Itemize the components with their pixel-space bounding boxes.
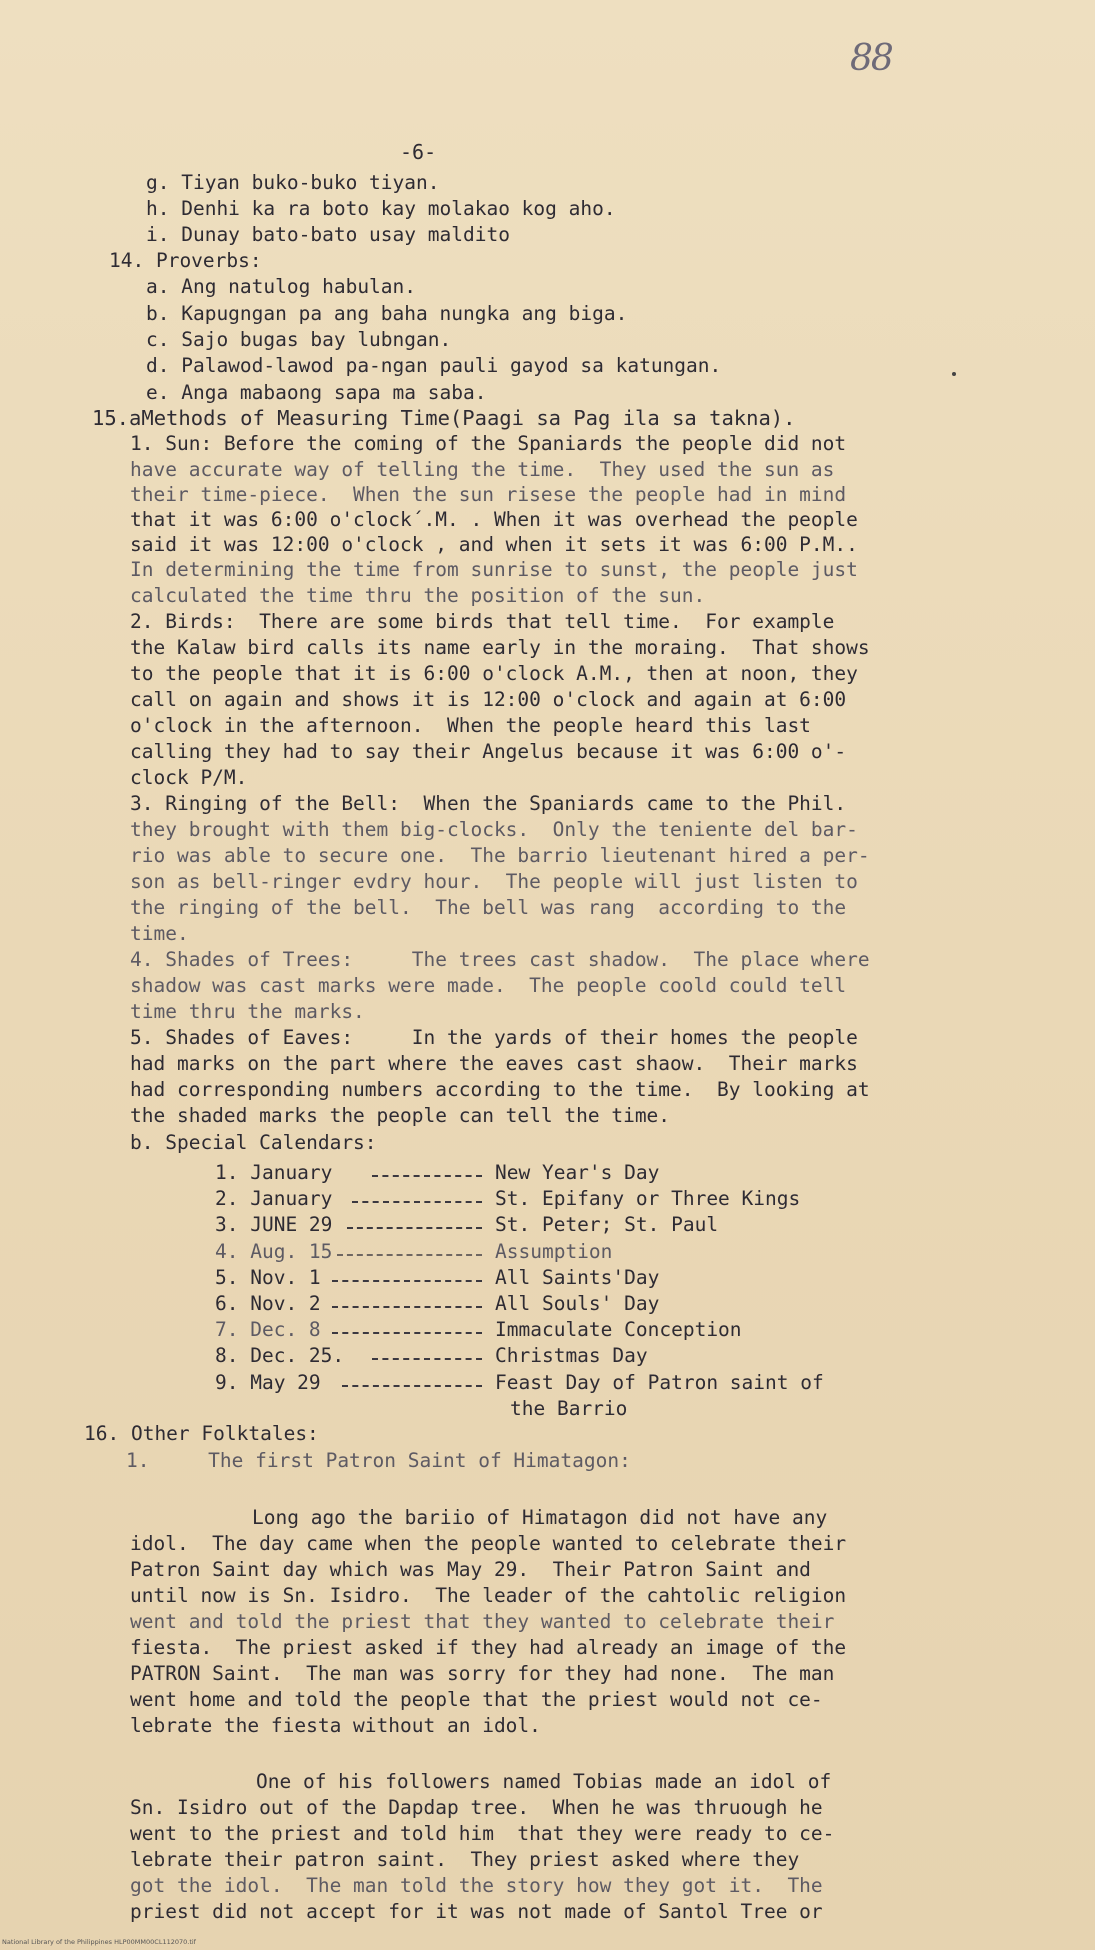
paragraph-line: One of his followers named Tobias made an idol of	[256, 1770, 832, 1793]
calendar-event: Christmas Day	[495, 1344, 648, 1367]
methods-heading: 15.aMethods of Measuring Time(Paagi sa Pag ila sa takna).	[92, 406, 796, 430]
calendars-heading: b. Special Calendars:	[130, 1131, 377, 1154]
leader-dashes	[332, 1306, 482, 1308]
calendar-date: 9. May 29	[215, 1371, 321, 1394]
handwritten-page-number: 88	[850, 38, 892, 79]
body-line: In determining the time from sunrise to sunst, the people just	[130, 558, 858, 581]
body-line: the Kalaw bird calls its name early in the moraing. That shows	[130, 636, 870, 659]
folktales-heading: 16. Other Folktales:	[84, 1422, 319, 1445]
proverb-line: c. Sajo bugas bay lubngan.	[146, 328, 452, 351]
body-line: call on again and shows it is 12:00 o'clock and again at 6:00	[130, 688, 847, 711]
body-line: calculated the time thru the position of the sun.	[130, 584, 706, 607]
riddle-line: g. Tiyan buko-buko tiyan.	[146, 171, 440, 194]
calendar-event: St. Epifany or Three Kings	[495, 1187, 801, 1210]
body-line: had corresponding numbers according to the time. By looking at	[130, 1078, 870, 1101]
body-line: the shaded marks the people can tell the time.	[130, 1104, 671, 1127]
paragraph-line: got the idol. The man told the story how they got it. The	[130, 1874, 823, 1897]
proverb-line: e. Anga mabaong sapa ma saba.	[146, 381, 487, 404]
leader-dashes	[332, 1280, 482, 1282]
calendar-date: 6. Nov. 2	[215, 1292, 321, 1315]
leader-dashes	[347, 1227, 482, 1229]
page-number: -6-	[400, 140, 437, 164]
body-line: time thru the marks.	[130, 1000, 365, 1023]
body-line: clock P/M.	[130, 766, 248, 789]
calendar-date: 8. Dec. 25.	[215, 1344, 345, 1367]
body-line: 5. Shades of Eaves: In the yards of their homes the people	[130, 1026, 858, 1049]
calendar-event: Feast Day of Patron saint of	[495, 1371, 824, 1394]
paragraph-line: until now is Sn. Isidro. The leader of the cahtolic religion	[130, 1584, 847, 1607]
body-line: shadow was cast marks were made. The people coold could tell	[130, 974, 847, 997]
calendar-event: All Souls' Day	[495, 1292, 660, 1315]
leader-dashes	[342, 1385, 482, 1387]
proverb-line: b. Kapugngan pa ang baha nungka ang biga.	[146, 302, 628, 325]
paragraph-line: went home and told the people that the priest would not ce-	[130, 1688, 823, 1711]
riddle-line: i. Dunay bato-bato usay maldito	[146, 223, 510, 246]
leader-dashes	[372, 1358, 482, 1360]
body-line: o'clock in the afternoon. When the people heard this last	[130, 714, 811, 737]
proverb-line: d. Palawod-lawod pa-ngan pauli gayod sa katungan.	[146, 354, 722, 377]
body-line: calling they had to say their Angelus because it was 6:00 o'-	[130, 740, 847, 763]
calendar-date: 2. January	[215, 1187, 333, 1210]
body-line: said it was 12:00 o'clock , and when it sets it was 6:00 P.M..	[130, 533, 858, 556]
body-line: time.	[130, 922, 189, 945]
calendar-date: 5. Nov. 1	[215, 1266, 321, 1289]
ink-dot	[952, 372, 956, 376]
calendar-event: St. Peter; St. Paul	[495, 1213, 719, 1236]
body-line: 4. Shades of Trees: The trees cast shadow. The place where	[130, 948, 870, 971]
body-line: rio was able to secure one. The barrio lieutenant hired a per-	[130, 844, 870, 867]
calendar-date: 4. Aug. 15	[215, 1240, 333, 1263]
body-line: their time-piece. When the sun risese the people had in mind	[130, 483, 847, 506]
paragraph-line: PATRON Saint. The man was sorry for they had none. The man	[130, 1662, 835, 1685]
calendar-date: 1. January	[215, 1161, 333, 1184]
calendar-date: 7. Dec. 8	[215, 1318, 321, 1341]
body-line: 1. Sun: Before the coming of the Spaniards the people did not	[130, 432, 847, 455]
calendar-date: 3. JUNE 29	[215, 1213, 333, 1236]
calendar-event: Assumption	[495, 1240, 613, 1263]
body-line: to the people that it is 6:00 o'clock A.M., then at noon, they	[130, 662, 858, 685]
calendar-event-cont: the Barrio	[510, 1397, 628, 1420]
body-line: 3. Ringing of the Bell: When the Spaniards came to the Phil.	[130, 792, 847, 815]
leader-dashes	[372, 1175, 482, 1177]
paragraph-line: went and told the priest that they wanted to celebrate their	[130, 1610, 835, 1633]
calendar-event: Immaculate Conception	[495, 1318, 742, 1341]
calendar-event: All Saints'Day	[495, 1266, 660, 1289]
calendar-event: New Year's Day	[495, 1161, 660, 1184]
paragraph-line: went to the priest and told him that they were ready to ce-	[130, 1822, 835, 1845]
paragraph-line: idol. The day came when the people wanted to celebrate their	[130, 1532, 847, 1555]
proverbs-heading: 14. Proverbs:	[109, 249, 262, 272]
body-line: they brought with them big-clocks. Only the teniente del bar-	[130, 818, 858, 841]
folktale-title: 1. The first Patron Saint of Himatagon:	[126, 1449, 631, 1472]
paragraph-line: Patron Saint day which was May 29. Their Patron Saint and	[130, 1558, 811, 1581]
body-line: the ringing of the bell. The bell was rang according to the	[130, 896, 847, 919]
paragraph-line: fiesta. The priest asked if they had already an image of the	[130, 1636, 847, 1659]
paragraph-line: lebrate their patron saint. They priest asked where they	[130, 1848, 800, 1871]
body-line: that it was 6:00 o'clock´.M. . When it was overhead the people	[130, 508, 858, 531]
leader-dashes	[337, 1254, 482, 1256]
body-line: have accurate way of telling the time. They used the sun as	[130, 458, 835, 481]
paragraph-line: Sn. Isidro out of the Dapdap tree. When he was thruough he	[130, 1796, 823, 1819]
leader-dashes	[352, 1201, 482, 1203]
leader-dashes	[332, 1332, 482, 1334]
body-line: son as bell-ringer evdry hour. The people will just listen to	[130, 870, 858, 893]
body-line: had marks on the part where the eaves cast shaow. Their marks	[130, 1052, 858, 1075]
body-line: 2. Birds: There are some birds that tell time. For example	[130, 610, 835, 633]
scan-footer: National Library of the Philippines HLP00MM00CL112070.tif	[2, 1938, 196, 1946]
paragraph-line: lebrate the fiesta without an idol.	[130, 1714, 541, 1737]
paragraph-line: priest did not accept for it was not made of Santol Tree or	[130, 1900, 823, 1923]
riddle-line: h. Denhi ka ra boto kay molakao kog aho.	[146, 197, 616, 220]
proverb-line: a. Ang natulog habulan.	[146, 275, 417, 298]
paragraph-line: Long ago the bariio of Himatagon did not have any	[252, 1506, 828, 1529]
